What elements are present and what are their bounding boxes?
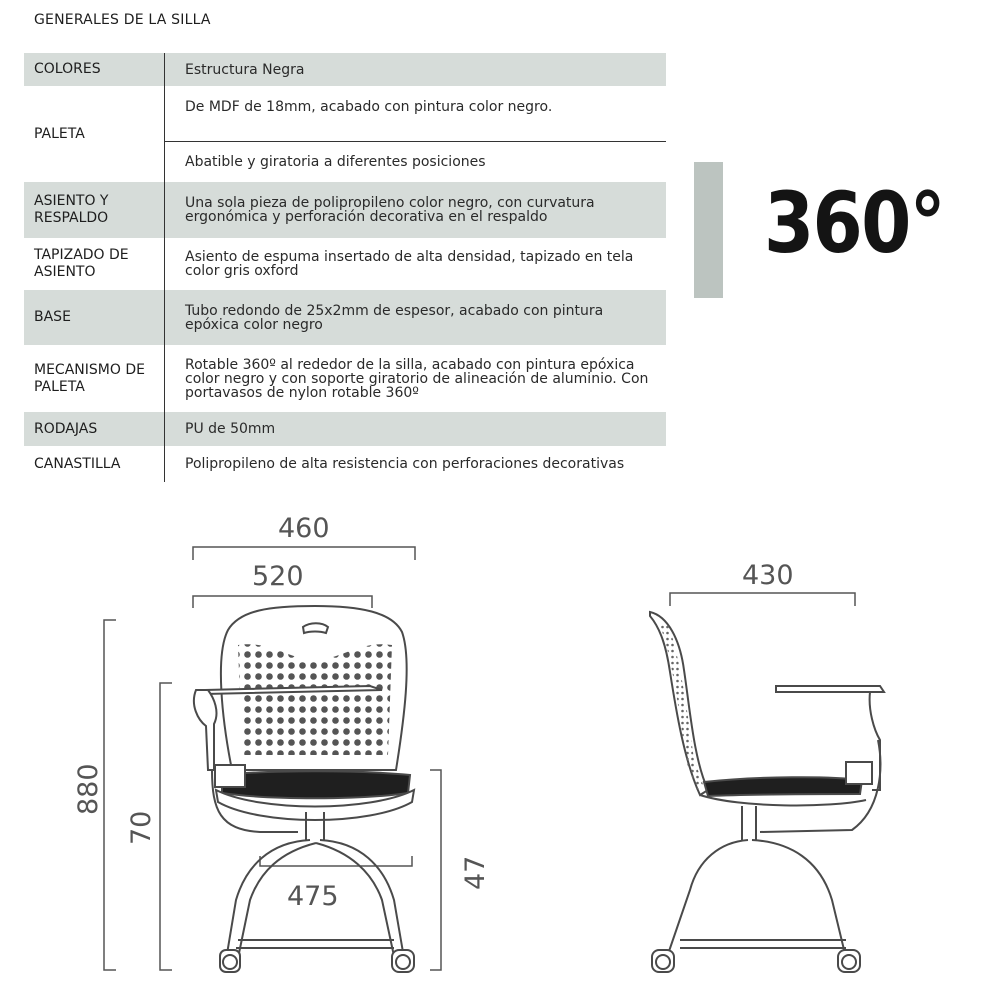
dim-460-label: 460 (278, 513, 330, 544)
spec-value: PU de 50mm (185, 421, 276, 437)
dim-70-label: 70 (126, 810, 157, 845)
spec-label: PALETA (24, 86, 165, 182)
section-title: GENERALES DE LA SILLA (34, 12, 211, 28)
spec-label: CANASTILLA (24, 446, 165, 482)
dim-520-label: 520 (252, 561, 304, 592)
dimension-lines (104, 547, 855, 970)
spec-label: BASE (24, 290, 165, 345)
spec-label: ASIENTO Y RESPALDO (24, 182, 165, 238)
spec-label: RODAJAS (24, 412, 165, 446)
spec-label: COLORES (24, 53, 165, 86)
spec-value: Estructura Negra (185, 61, 305, 78)
spec-value: Tubo redondo de 25x2mm de espesor, acabado con pintura epóxica color negro (185, 302, 604, 333)
dim-475-label: 475 (287, 881, 339, 912)
chair-front-view (194, 606, 414, 972)
spec-label: TAPIZADO DE ASIENTO (24, 238, 165, 290)
spec-label: MECANISMO DE PALETA (24, 345, 165, 412)
spec-value: De MDF de 18mm, acabado con pintura color negro. (165, 86, 666, 142)
spec-value: Asiento de espuma insertado de alta densidad, tapizado en tela color gris oxford (185, 249, 634, 279)
rotation-badge: 360° (764, 174, 945, 272)
chair-side-view (650, 612, 884, 972)
spec-value: Abatible y giratoria a diferentes posiciones (185, 153, 486, 170)
dim-430-label: 430 (742, 560, 794, 591)
spec-value: Rotable 360º al rededor de la silla, acabado con pintura epóxica color negro y con soporte giratorio de alineación de aluminio. Con portavasos de nylon rotable 360º (185, 356, 649, 401)
spec-value: Polipropileno de alta resistencia con perforaciones decorativas (185, 456, 625, 472)
spec-value: Una sola pieza de polipropileno color negro, con curvatura ergonómica y perforación decorativa en el respaldo (185, 195, 595, 225)
dim-880-label: 880 (73, 763, 104, 815)
dim-47-label: 47 (460, 855, 491, 890)
